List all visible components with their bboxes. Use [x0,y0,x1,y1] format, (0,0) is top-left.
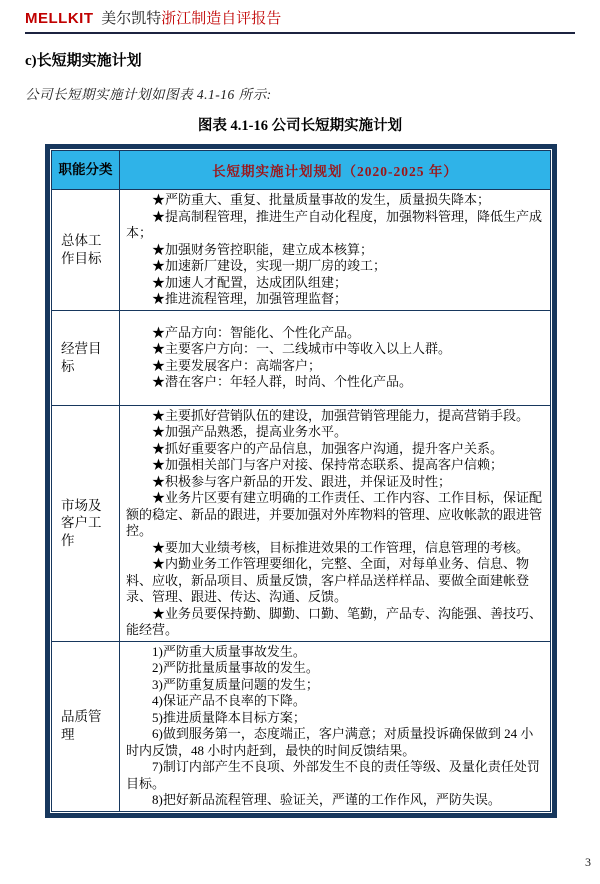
plan-item: 8)把好新品流程管理、验证关，严谨的工作作风，严防失误。 [152,792,501,807]
row-content-market-customer [120,405,551,641]
plan-item: 6)做到服务第一，态度端正，客户满意；对质量投诉确保做到 24 小时内反馈，48 小时内赶到，最快的时间反馈结果。 [126,726,534,758]
plan-item: ★业务片区要有建立明确的工作责任、工作内容、工作目标，保证配额的稳定、新品的跟进，并要加强对外库物料的管理、应收帐款的跟进管控。 [126,490,543,538]
plan-item: ★加速人才配置，达成团队组建； [152,274,348,290]
document-header [25,0,575,34]
table-row-market-customer [52,405,551,641]
plan-item: ★主要客户方向：一、二线城市中等收入以上人群。 [152,341,452,356]
table-row-quality-management [52,641,551,811]
plan-item: ★业务员要保持勤、脚勤、口勤、笔勤，产品专、沟能强、善技巧、能经营。 [126,605,543,637]
plan-item: ★推进流程管理，加强管理监督； [152,291,348,306]
row-label-market-customer: 市场及客户工作 [52,405,120,641]
plan-item: ★加速新厂建设，实现一期厂房的竣工； [152,258,387,273]
row-content-quality-management [120,641,551,811]
section-heading: c)长短期实施计划 [25,53,142,69]
table-caption: 图表 4.1-16 公司长短期实施计划 [197,118,403,134]
plan-item: ★抓好重要客户的产品信息，加强客户沟通，提升客户关系。 [152,440,504,456]
plan-item: 7)制订内部产生不良项、外部发生不良的责任等级、及量化责任处罚目标。 [126,759,540,791]
column-header-function-category: 职能分类 [52,151,120,190]
header-title-red: 浙江制造自评报告 [161,11,282,27]
table-header-row [52,151,551,190]
row-label-business-goals: 经营目标 [52,310,120,405]
plan-item: ★要加大业绩考核，目标推进效果的工作管理，信息管理的考核。 [152,539,530,555]
table-row-overall-goals [52,190,551,311]
table-row-business-goals [52,310,551,405]
plan-item: 1)严防重大质量事故发生。 [152,643,306,659]
row-content-overall-goals [120,190,551,311]
plan-item: ★主要抓好营销队伍的建设，加强营销管理能力，提高营销手段。 [152,407,530,423]
plan-item: ★内勤业务工作管理要细化，完整、全面，对每单业务、信息、物料、应收，新品项目、质量反馈，客户样品送样样品、要做全面建帐登录、管理、跟进、传达、沟通、反馈。 [126,556,530,604]
row-label-overall-goals: 总体工作目标 [52,190,120,311]
plan-item: ★严防重大、重复、批量质量事故的发生，质量损失降本； [152,192,491,207]
intro-paragraph: 公司长短期实施计划如图表 4.1-16 所示: [25,87,272,102]
plan-item: ★加强产品熟悉，提高业务水平。 [152,424,348,439]
brand-logo-text: MELLKIT [25,10,94,27]
plan-item: ★主要发展客户：高端客户； [152,357,322,373]
row-content-business-goals [120,310,551,405]
column-header-plan-title: 长短期实施计划规划（2020-2025 年） [120,151,551,190]
plan-item: 2)严防批量质量事故的发生。 [152,660,319,675]
plan-item: 3)严防重复质量问题的发生； [152,676,319,692]
implementation-plan-table [51,150,551,812]
row-label-quality-management: 品质管理 [52,641,120,811]
plan-table-container [45,144,557,818]
page-number: 3 [585,855,591,869]
header-title-black: 美尔凯特 [101,11,162,27]
plan-item: ★产品方向：智能化、个性化产品。 [152,324,361,340]
plan-item: ★提高制程管理，推进生产自动化程度，加强物料管理，降低生产成本； [126,208,543,240]
plan-item: 4)保证产品不良率的下降。 [152,693,306,708]
plan-item: ★积极参与客户新品的开发、跟进，并保证及时性； [152,473,452,489]
plan-item: ★加强财务管控职能，建立成本核算； [152,241,374,257]
plan-item: ★加强相关部门与客户对接、保持常态联系、提高客户信赖； [152,457,504,472]
plan-item: 5)推进质量降本目标方案； [152,709,306,725]
plan-item: ★潜在客户：年轻人群，时尚、个性化产品。 [152,374,413,389]
